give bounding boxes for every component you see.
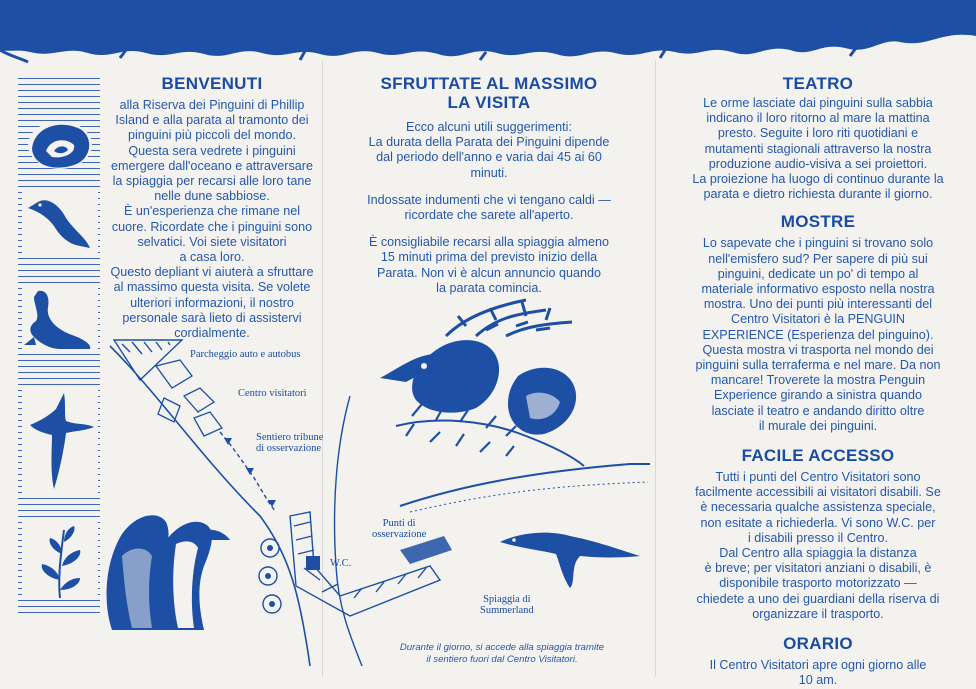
teatro-title: TEATRO — [782, 74, 854, 93]
plant-icon — [20, 520, 100, 600]
seabird-icon — [20, 385, 100, 495]
label-visitor-centre: Centro visitatori — [238, 388, 307, 399]
benvenuti-body: alla Riserva dei Pinguini di Phillip Island e alla parata al tramonto dei pinguini più piccoli del mondo. Questa sera vedrete i pinguini emergere dall'oceano e attraversare la spiaggia per recarsi alle loro tane nelle dune sabbiose. È un'esperienza che rimane nel cuore. Ricordate che i pinguini sono selvatici. Voi siete visitatori a casa loro. Questo depliant vi aiuterà a sfruttare al massimo questa visita. Se volete ulteriori informazioni, il nostro personale sarà lieto di assistervi cordialmente. — [110, 98, 314, 341]
info-column — [660, 64, 976, 689]
seal-icon — [20, 285, 100, 355]
penguin-chicks-illustration — [376, 296, 586, 471]
visit-tips-title: SFRUTTATE AL MASSIMO LA VISITA — [380, 74, 598, 112]
visit-tips-paragraph-2: Indossate indumenti che vi tengano caldi — ricordate che sarete all'aperto. — [367, 192, 611, 223]
label-viewpoints: Punti di osservazione — [372, 518, 427, 540]
benvenuti-title: BENVENUTI — [161, 74, 263, 93]
standing-penguins-illustration — [92, 500, 242, 636]
accesso-title: FACILE ACCESSO — [741, 446, 895, 466]
visit-tips-section — [334, 64, 644, 296]
label-wc: W.C. — [330, 558, 352, 569]
visit-tips-paragraph-1: Ecco alcuni utili suggerimenti: La durata della Parata dei Pinguini dipende dal periodo dell'anno e varia dai 45 ai 60 minuti. — [368, 120, 610, 180]
mostre-body: Lo sapevate che i pinguini si trovano solo nell'emisfero sud? Per sapere di più sui pinguini, dedicate un po' di tempo al materiale informativo esposto nella nostra mostra. Uno dei punti più interessanti del Centro Visitatori è la PENGUIN EXPERIENCE (Esperienza del pinguino). Questa mostra vi trasporta nel mondo dei pinguini sulla terraferma e nel mare. Da non mancare! Troverete la mostra Penguin Experience girando a sinistra quando lasciate il teatro e andando diritto oltre il murale dei pinguini. — [695, 236, 941, 433]
benvenuti-section — [104, 64, 320, 341]
label-parking: Parcheggio auto e autobus — [190, 349, 301, 360]
visit-tips-paragraph-3: È consigliabile recarsi alla spiaggia almeno 15 minuti prima del previsto inizio della Parata. Non vi è alcun annuncio quando la parata comincia. — [368, 235, 610, 295]
top-wave-band — [0, 0, 976, 64]
label-viewing-path: Sentiero tribune di osservazione — [256, 432, 324, 454]
penguin-burrow-icon — [20, 115, 100, 175]
map-caption: Durante il giorno, si accede alla spiaggia tramite il sentiero fuori dal Centro Visitatori. — [399, 642, 605, 665]
teatro-body: Le orme lasciate dai pinguini sulla sabbia indicano il loro ritorno al mare la mattina presto. Seguite i loro riti quotidiani e mutamenti stagionali attraverso la nostra produzione audio-visiva a sei proiettori. La proiezione ha luogo di continuo durante la parata e dietro richiesta durante il giorno. — [692, 96, 944, 202]
penguin-icon — [20, 190, 100, 256]
orario-body: Il Centro Visitatori apre ogni giorno alle 10 am. — [709, 658, 927, 688]
accesso-body: Tutti i punti del Centro Visitatori sono facilmente accessibili ai visitatori disabili. Se è necessaria qualche assistenza speciale, non esitate a richiederla. Vi sono W.C. per i disabili presso il Centro. Dal Centro alla spiaggia la distanza è breve; per visitatori anziani o disabili, è disponibile trasporto motorizzato — chiedete a uno dei guardiani della riserva di organizzare il trasporto. — [695, 470, 941, 621]
mostre-title: MOSTRE — [780, 212, 856, 232]
fold-line-2 — [655, 60, 656, 677]
label-beach: Spiaggia di Summerland — [480, 594, 534, 616]
orario-title: ORARIO — [783, 634, 853, 654]
